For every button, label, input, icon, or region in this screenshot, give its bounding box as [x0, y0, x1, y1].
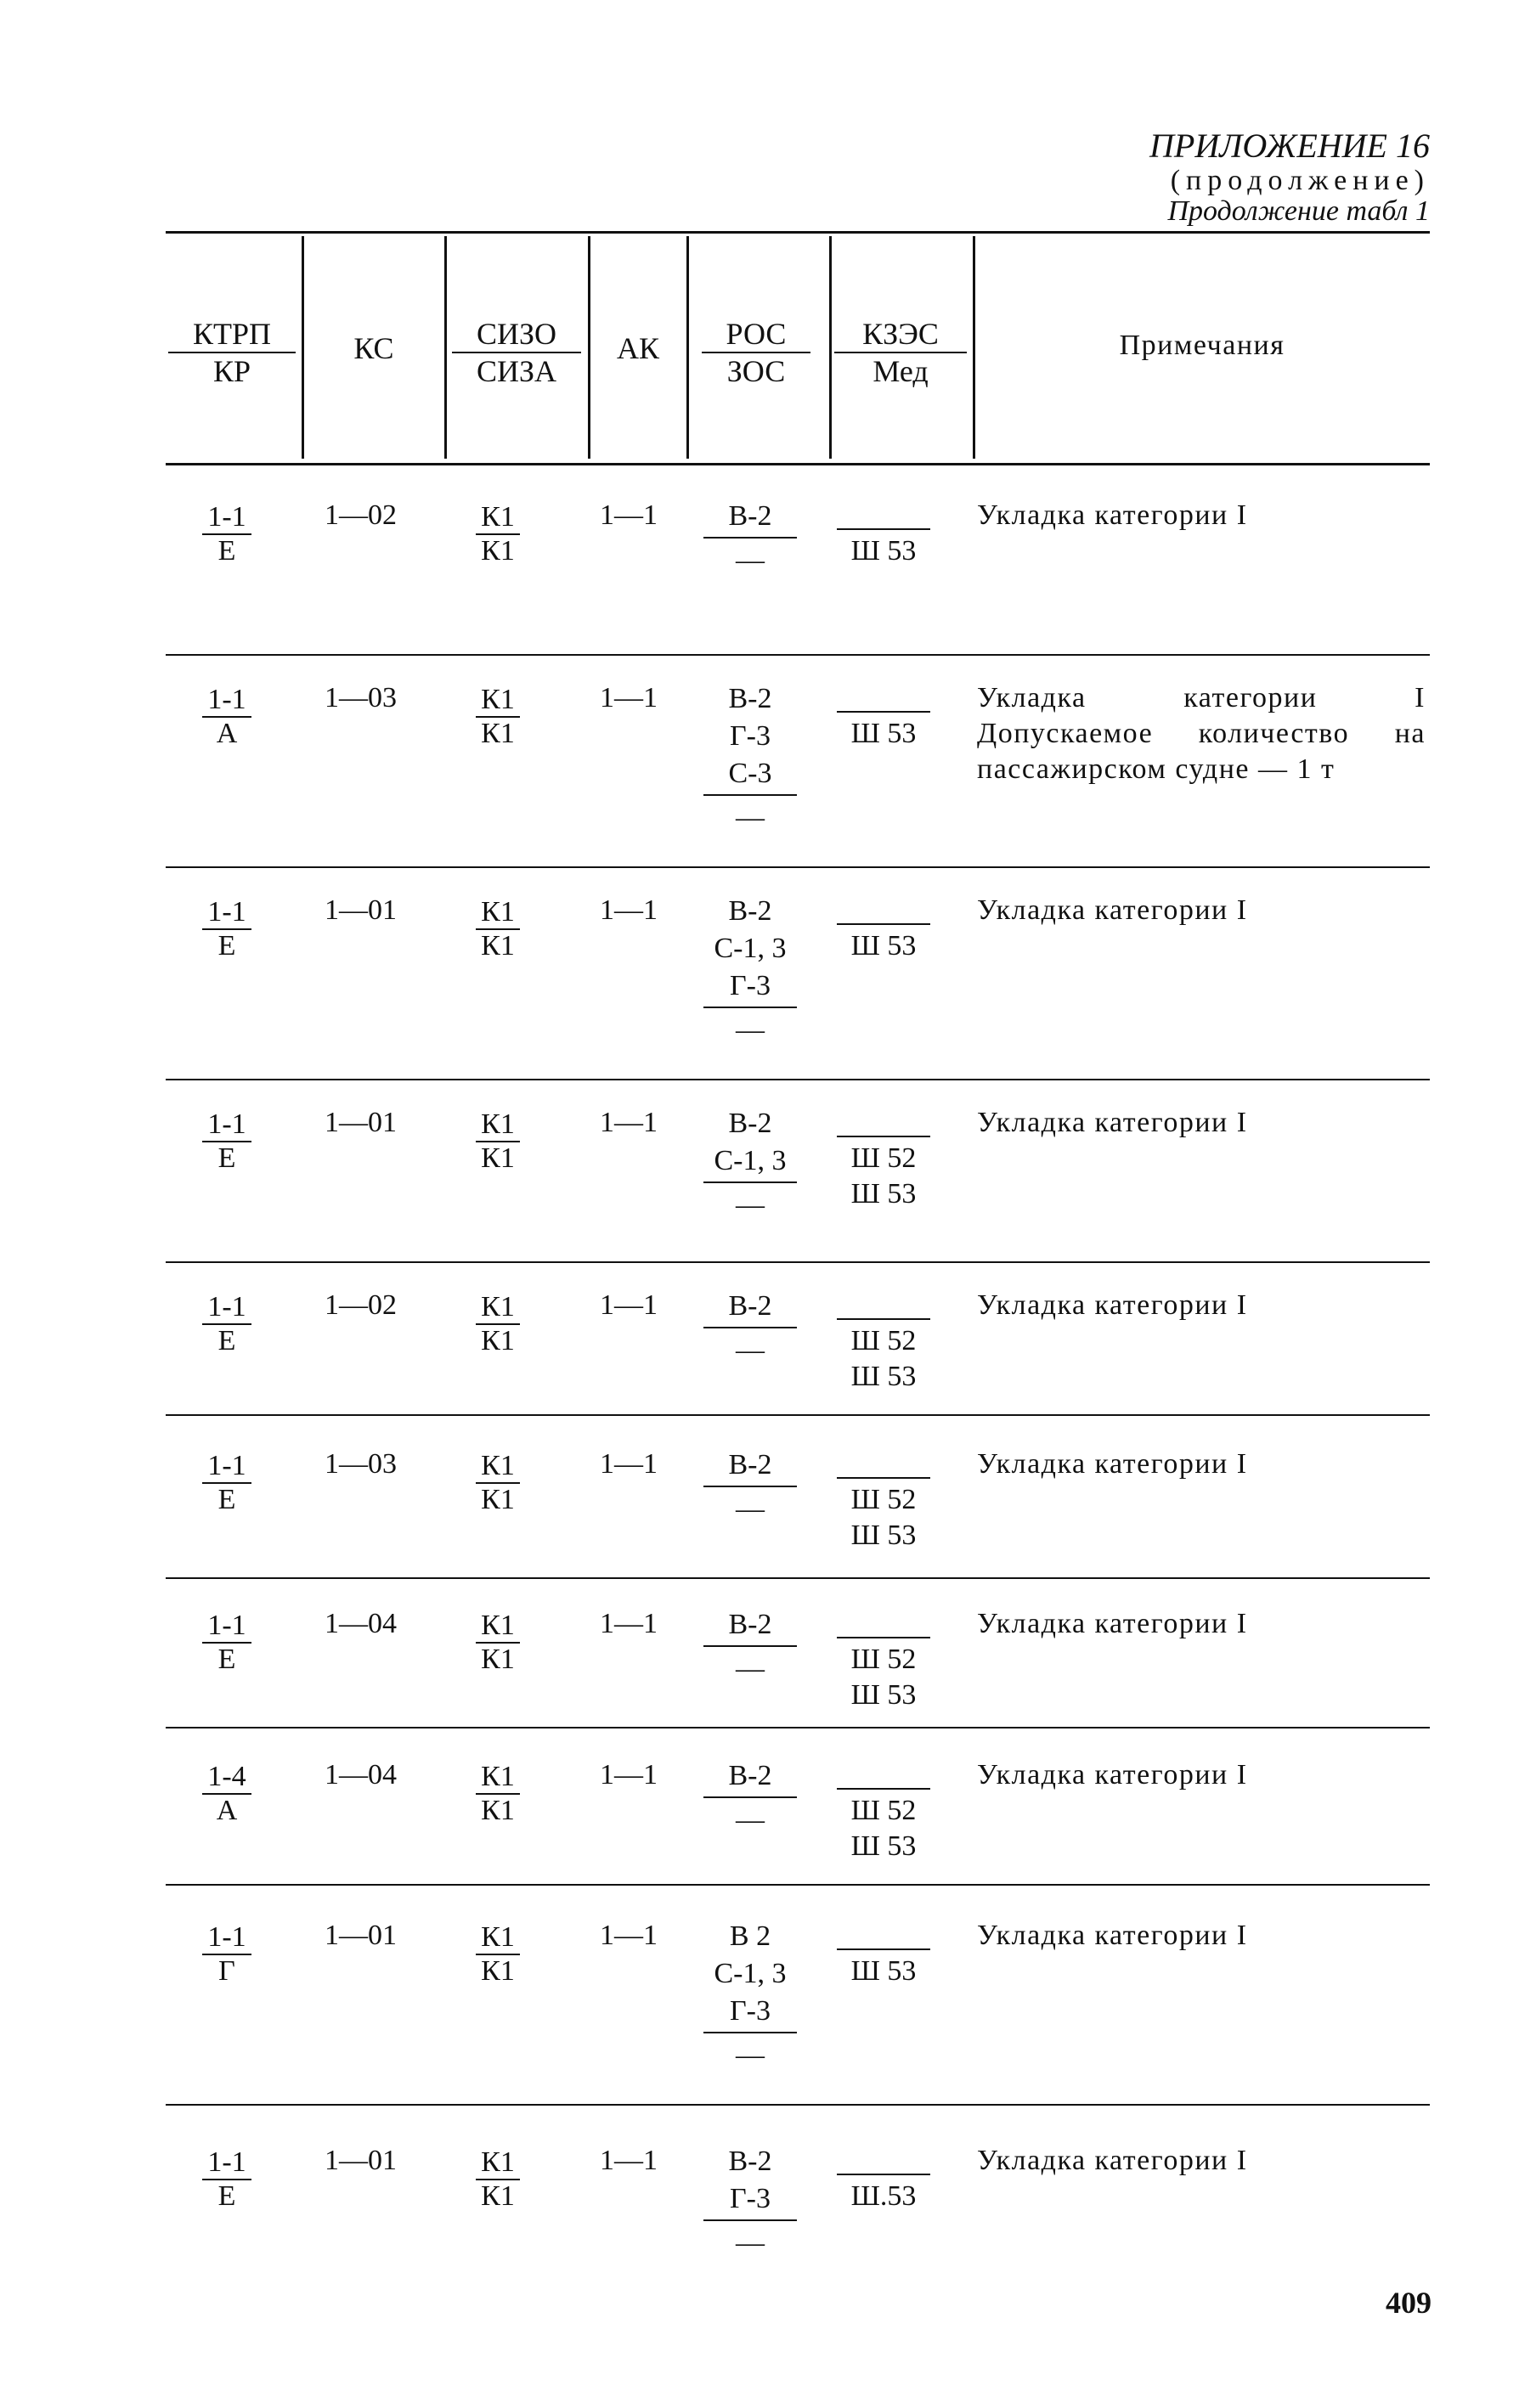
header-ktrp: КТРП [192, 317, 272, 351]
ros-value: Г-3 [730, 1995, 771, 2027]
med-value: Ш 53 [850, 1178, 917, 1210]
fraction-bar [703, 1181, 797, 1183]
fraction-bar [837, 1637, 930, 1638]
ros-zos-stack [703, 1288, 797, 1369]
kzes-med-stack [837, 922, 930, 964]
fraction-bar [837, 2174, 930, 2175]
kr-value: Е [217, 1484, 236, 1515]
sizo-value: К1 [481, 896, 515, 928]
med-value: Ш.53 [850, 2180, 917, 2212]
ros-value: В-2 [728, 1290, 772, 1322]
note-text: Укладка категории I [977, 894, 1248, 926]
med-value: Ш 53 [850, 718, 917, 749]
ks-value: 1—02 [325, 499, 397, 531]
row-separator [166, 1414, 1430, 1416]
fraction-bar [703, 794, 797, 796]
note-text: Укладка категории I [977, 1920, 1248, 1951]
sizo-siza-fraction [476, 2146, 520, 2213]
column-divider [588, 236, 590, 459]
med-value: Ш 53 [850, 930, 917, 962]
ktrp-kr-fraction [202, 1291, 251, 1357]
siza-value: К1 [481, 1484, 515, 1515]
ros-zos-stack [703, 1918, 797, 2074]
ros-zos-stack [703, 680, 797, 837]
header-ak: АК [616, 331, 659, 365]
kr-value: А [216, 1795, 238, 1826]
column-divider [686, 236, 689, 459]
ks-value: 1—04 [325, 1759, 397, 1790]
med-value: Ш 52 [850, 1795, 917, 1826]
sizo-siza-fraction [476, 1921, 520, 1988]
ktrp-kr-fraction [202, 1921, 251, 1988]
fraction-bar [703, 1007, 797, 1008]
ak-value: 1—1 [600, 499, 658, 531]
sizo-siza-fraction [476, 896, 520, 962]
med-value: Ш 52 [850, 1325, 917, 1356]
ros-zos-stack [703, 893, 797, 1049]
sizo-value: К1 [481, 1761, 515, 1792]
ros-value: С-1, 3 [714, 933, 787, 964]
row-separator [166, 1261, 1430, 1263]
ks-value: 1—01 [325, 2145, 397, 2176]
med-value: Ш 52 [850, 1142, 917, 1174]
row-separator [166, 866, 1430, 868]
header-sizo-siza [452, 316, 581, 389]
fraction-bar [703, 1645, 797, 1647]
column-divider [444, 236, 447, 459]
ros-zos-stack [703, 1757, 797, 1839]
sizo-siza-fraction [476, 501, 520, 567]
ktrp-kr-fraction [202, 2146, 251, 2213]
fraction-bar [703, 537, 797, 539]
ktrp-value: 1-4 [207, 1761, 246, 1792]
sizo-value: К1 [481, 684, 515, 715]
ros-zos-stack [703, 1606, 797, 1688]
kzes-med-stack [837, 1786, 930, 1864]
row-separator [166, 1577, 1430, 1579]
ks-value: 1—01 [325, 1107, 397, 1138]
zos-value: — [736, 1014, 765, 1046]
row-separator [166, 1727, 1430, 1728]
ktrp-kr-fraction [202, 684, 251, 750]
kzes-med-stack [837, 1947, 930, 1989]
header-med: Мед [872, 354, 929, 388]
ros-value: С-1, 3 [714, 1145, 787, 1176]
column-divider [829, 236, 832, 459]
table-continuation-label: Продолжение табл 1 [1167, 195, 1430, 227]
appendix-title: ПРИЛОЖЕНИЕ 16 [1149, 127, 1430, 165]
ktrp-kr-fraction [202, 1108, 251, 1175]
ak-value: 1—1 [600, 1920, 658, 1951]
header-kzes-med [834, 316, 967, 389]
med-value: Ш 53 [850, 1955, 917, 1987]
kr-value: Е [217, 1142, 236, 1174]
ks-value: 1—01 [325, 894, 397, 926]
sizo-siza-fraction [476, 1450, 520, 1516]
header-bottom-rule [166, 463, 1430, 465]
ktrp-value: 1-1 [207, 896, 246, 928]
ros-value: В-2 [728, 500, 772, 532]
kzes-med-stack [837, 1317, 930, 1395]
zos-value: — [736, 2039, 765, 2071]
kzes-med-stack [837, 1635, 930, 1713]
ktrp-value: 1-1 [207, 1921, 246, 1953]
column-divider [973, 236, 975, 459]
siza-value: К1 [481, 1325, 515, 1356]
note-text: Укладка категории I [977, 1107, 1248, 1138]
header-notes: Примечания [1119, 330, 1285, 361]
header-ros: РОС [726, 317, 787, 351]
ros-value: В-2 [728, 683, 772, 714]
sizo-siza-fraction [476, 684, 520, 750]
med-value: Ш 52 [850, 1484, 917, 1515]
sizo-value: К1 [481, 1291, 515, 1322]
med-value: Ш 53 [850, 1830, 917, 1862]
kr-value: Е [217, 535, 236, 567]
ros-value: С-3 [728, 758, 772, 789]
sizo-value: К1 [481, 2146, 515, 2178]
ak-value: 1—1 [600, 1759, 658, 1790]
ros-value: В-2 [728, 895, 772, 927]
sizo-siza-fraction [476, 1291, 520, 1357]
ak-value: 1—1 [600, 1289, 658, 1321]
note-text: Укладка категории I [977, 1448, 1248, 1480]
header-sizo: СИЗО [476, 317, 557, 351]
ks-value: 1—03 [325, 1448, 397, 1480]
fraction-bar [703, 1327, 797, 1328]
sizo-value: К1 [481, 1108, 515, 1140]
fraction-bar [837, 923, 930, 925]
med-value: Ш 53 [850, 1679, 917, 1711]
note-text: Укладка категории I [977, 1289, 1248, 1321]
ks-value: 1—01 [325, 1920, 397, 1951]
kzes-med-stack [837, 527, 930, 569]
ak-value: 1—1 [600, 894, 658, 926]
header-siza: СИЗА [476, 354, 557, 388]
row-separator [166, 654, 1430, 656]
row-separator [166, 2104, 1430, 2106]
ak-value: 1—1 [600, 682, 658, 713]
header-ros-zos [702, 316, 810, 389]
ros-value: В-2 [728, 1609, 772, 1640]
ros-value: В 2 [729, 1920, 771, 1952]
fraction-bar [837, 1477, 930, 1479]
ktrp-kr-fraction [202, 1761, 251, 1827]
sizo-siza-fraction [476, 1108, 520, 1175]
siza-value: К1 [481, 535, 515, 567]
header-ks: КС [353, 331, 394, 365]
ros-value: С-1, 3 [714, 1958, 787, 1989]
ros-value: В-2 [728, 1108, 772, 1139]
ros-value: В-2 [728, 1760, 772, 1791]
fraction-bar [837, 1318, 930, 1320]
continuation-label: (продолжение) [1170, 165, 1430, 196]
sizo-value: К1 [481, 1610, 515, 1641]
note-text: Укладка категории I [977, 499, 1248, 531]
ks-value: 1—03 [325, 682, 397, 713]
ak-value: 1—1 [600, 1107, 658, 1138]
fraction-bar [703, 1486, 797, 1487]
header-kzes: КЗЭС [862, 317, 939, 351]
siza-value: К1 [481, 2180, 515, 2212]
column-divider [302, 236, 304, 459]
fraction-bar [837, 1136, 930, 1137]
ros-zos-stack [703, 2143, 797, 2262]
kr-value: А [216, 718, 238, 749]
ros-value: Г-3 [730, 970, 771, 1001]
note-text: Укладка категории I [977, 1608, 1248, 1639]
fraction-bar [703, 2032, 797, 2033]
kzes-med-stack [837, 1134, 930, 1212]
ktrp-value: 1-1 [207, 1610, 246, 1641]
ktrp-kr-fraction [202, 1450, 251, 1516]
siza-value: К1 [481, 1795, 515, 1826]
siza-value: К1 [481, 1644, 515, 1675]
med-value: Ш 53 [850, 535, 917, 567]
ros-value: Г-3 [730, 2183, 771, 2214]
ros-value: В-2 [728, 2146, 772, 2177]
kr-value: Е [217, 2180, 236, 2212]
siza-value: К1 [481, 1142, 515, 1174]
zos-value: — [736, 544, 765, 576]
fraction-bar [837, 528, 930, 530]
zos-value: — [736, 1493, 765, 1525]
ak-value: 1—1 [600, 1608, 658, 1639]
med-value: Ш 53 [850, 1361, 917, 1392]
header-ktrp-kr [168, 316, 296, 389]
med-value: Ш 52 [850, 1644, 917, 1675]
siza-value: К1 [481, 1955, 515, 1987]
ak-value: 1—1 [600, 2145, 658, 2176]
ktrp-kr-fraction [202, 1610, 251, 1676]
zos-value: — [736, 1189, 765, 1221]
ks-value: 1—02 [325, 1289, 397, 1321]
siza-value: К1 [481, 718, 515, 749]
ktrp-value: 1-1 [207, 501, 246, 533]
ktrp-value: 1-1 [207, 684, 246, 715]
kr-value: Е [217, 930, 236, 962]
zos-value: — [736, 1653, 765, 1684]
note-text: Укладка категории I [977, 2145, 1248, 2176]
kzes-med-stack [837, 2172, 930, 2214]
zos-value: — [736, 1334, 765, 1366]
page-number: 409 [1386, 2286, 1432, 2320]
zos-value: — [736, 2227, 765, 2259]
table-top-rule [166, 231, 1430, 234]
fraction-bar [703, 1796, 797, 1798]
ktrp-value: 1-1 [207, 1108, 246, 1140]
fraction-bar [837, 1788, 930, 1790]
ros-value: В-2 [728, 1449, 772, 1480]
fraction-bar [837, 1948, 930, 1950]
kr-value: Е [217, 1325, 236, 1356]
zos-value: — [736, 802, 765, 833]
sizo-siza-fraction [476, 1610, 520, 1676]
sizo-value: К1 [481, 1921, 515, 1953]
kzes-med-stack [837, 709, 930, 752]
ros-zos-stack [703, 498, 797, 579]
ak-value: 1—1 [600, 1448, 658, 1480]
header-zos: ЗОС [726, 354, 786, 388]
kr-value: Г [218, 1955, 235, 1987]
row-separator [166, 1884, 1430, 1886]
zos-value: — [736, 1804, 765, 1836]
fraction-bar [703, 2219, 797, 2221]
ktrp-value: 1-1 [207, 1291, 246, 1322]
note-text: Укладка категории I Допускаемое количество на пассажирском судне — 1 т [977, 682, 1426, 785]
ktrp-value: 1-1 [207, 1450, 246, 1481]
ros-value: Г-3 [730, 720, 771, 752]
sizo-siza-fraction [476, 1761, 520, 1827]
kr-value: Е [217, 1644, 236, 1675]
note-text: Укладка категории I [977, 1759, 1248, 1790]
ros-zos-stack [703, 1105, 797, 1224]
row-separator [166, 1079, 1430, 1080]
ktrp-kr-fraction [202, 501, 251, 567]
fraction-bar [837, 711, 930, 713]
ktrp-kr-fraction [202, 896, 251, 962]
siza-value: К1 [481, 930, 515, 962]
kzes-med-stack [837, 1475, 930, 1554]
sizo-value: К1 [481, 501, 515, 533]
med-value: Ш 53 [850, 1520, 917, 1551]
ks-value: 1—04 [325, 1608, 397, 1639]
ktrp-value: 1-1 [207, 2146, 246, 2178]
ros-zos-stack [703, 1446, 797, 1528]
sizo-value: К1 [481, 1450, 515, 1481]
header-kr: КР [212, 354, 251, 388]
